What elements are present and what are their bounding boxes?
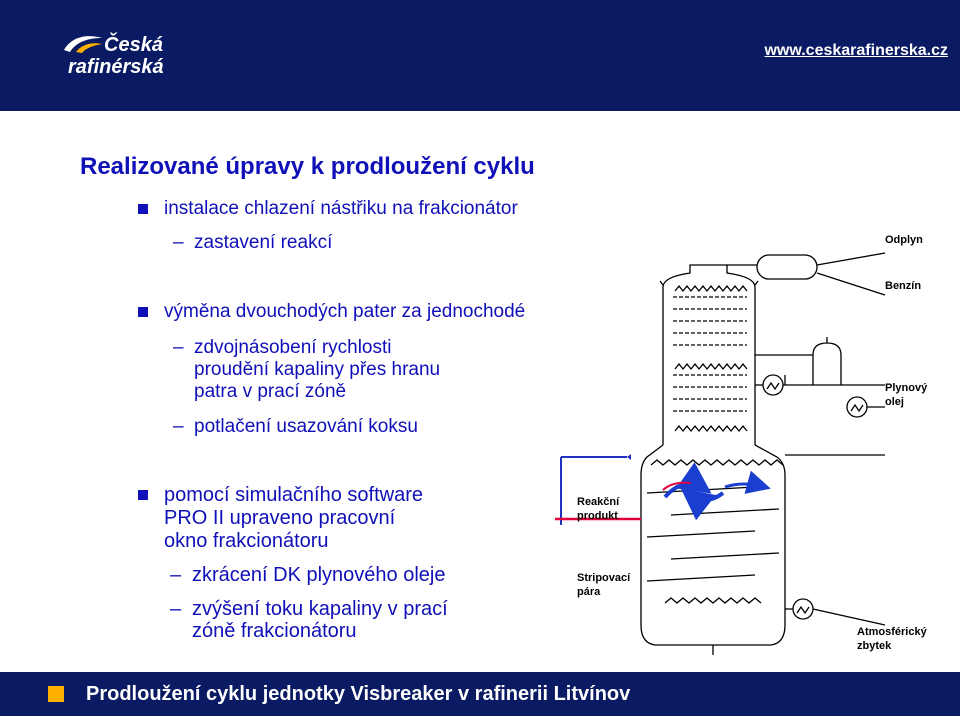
logo-line-1: Česká [104, 34, 163, 56]
footer-text: Prodloužení cyklu jednotky Visbreaker v rafinerii Litvínov [86, 683, 631, 705]
label-gas-oil-2: olej [885, 396, 904, 408]
bullet-3-sub-2-line-1: zvýšení toku kapaliny v prací [192, 598, 448, 620]
label-gas-oil-1: Plynový [885, 382, 928, 394]
bullet-marker [138, 490, 148, 500]
company-logo[interactable] [62, 30, 172, 80]
bullet-3-sub-1: zkrácení DK plynového oleje [192, 564, 446, 586]
label-atm-residue-1: Atmosférický [857, 626, 927, 638]
label-stripping-steam-2: pára [577, 586, 601, 598]
bullet-1-sub-dash: – [173, 232, 184, 253]
bullet-3-line-2: PRO II upraveno pracovní [164, 507, 396, 529]
bullet-3-sub-dash: – [170, 598, 182, 620]
bullet-2-sub-1-line-3: patra v prací zóně [194, 381, 347, 402]
website-link[interactable]: www.ceskarafinerska.cz [764, 42, 948, 59]
bullet-2-text: výměna dvouchodých pater za jednochodé [164, 301, 526, 322]
bullet-2-sub-dash: – [173, 416, 184, 437]
bullet-2-sub-1-line-1: zdvojnásobení rychlosti [194, 337, 392, 358]
bullet-3-sub-2-line-2: zóně frakcionátoru [192, 620, 357, 642]
bullet-2-sub-1-line-2: proudění kapaliny přes hranu [194, 359, 441, 380]
bullet-3-line-1: pomocí simulačního software [164, 484, 424, 506]
label-atm-residue-2: zbytek [857, 640, 892, 652]
logo-line-2: rafinérská [68, 56, 164, 78]
bullet-1-sub-1: zastavení reakcí [194, 232, 333, 253]
bullet-marker [138, 204, 148, 214]
label-gasoline: Benzín [885, 280, 922, 292]
bullet-2-sub-2: potlačení usazování koksu [194, 416, 418, 437]
bullet-1-text: instalace chlazení nástřiku na frakcionátor [164, 198, 518, 219]
bullet-3-sub-dash: – [170, 564, 182, 586]
label-reaction-product-2: produkt [577, 510, 618, 522]
fractionator-diagram [555, 225, 955, 665]
logo-swoosh-icon [62, 32, 104, 54]
bullet-2-sub-dash: – [173, 337, 184, 358]
footer-square-icon [48, 686, 64, 702]
slide-title: Realizované úpravy k prodloužení cyklu [80, 153, 535, 180]
bullet-marker [138, 307, 148, 317]
label-offgas: Odplyn [885, 234, 923, 246]
bullet-3-line-3: okno frakcionátoru [164, 530, 329, 552]
label-reaction-product-1: Reakční [577, 496, 620, 508]
label-stripping-steam-1: Stripovací [577, 572, 631, 584]
